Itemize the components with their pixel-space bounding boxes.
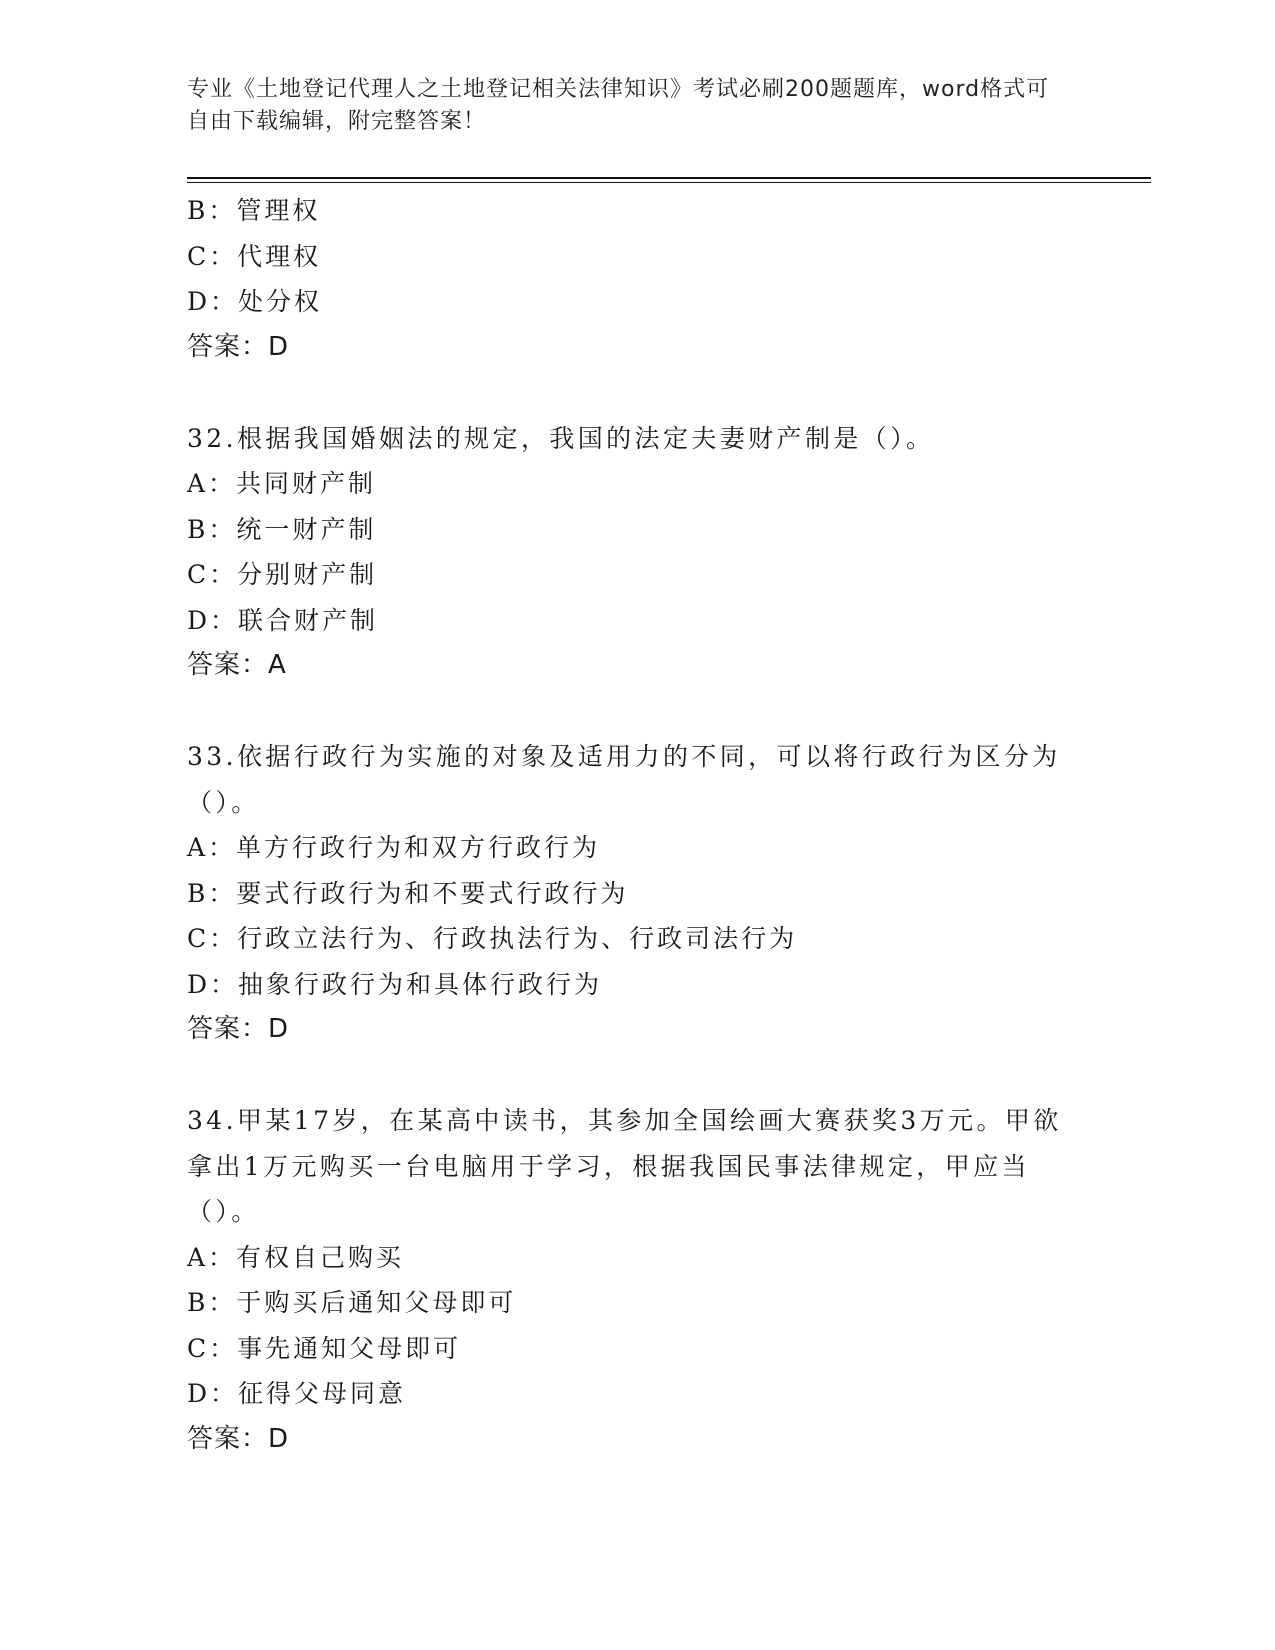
q31-answer: 答案：D [187, 331, 290, 362]
q31-option-c: C：代理权 [187, 241, 322, 271]
q33-answer: 答案：D [187, 1014, 290, 1044]
q34-question: 34.甲某17岁，在某高中读书，其参加全国绘画大赛获奖3万元。甲欲拿出1万元购买一台电脑用于学习，根据我国民事法律规定，甲应当（）。 [187, 1106, 1062, 1226]
q33-option-c: C：行政立法行为、行政执法行为、行政司法行为 [187, 924, 798, 953]
q33-option-d: D：抽象行政行为和具体行政行为 [187, 969, 603, 999]
spacer [187, 1053, 1087, 1099]
q34-option-a: A：有权自己购买 [187, 1242, 405, 1272]
question-34-block [187, 1098, 1087, 1462]
q34-option-d: D：征得父母同意 [187, 1379, 407, 1408]
q34-option-b: B：于购买后通知父母即可 [187, 1288, 517, 1317]
spacer [187, 370, 1087, 416]
question-33-block [187, 734, 1087, 1053]
q34-answer: 答案：D [187, 1423, 290, 1454]
document-header: 专业《土地登记代理人之土地登记相关法律知识》考试必刷200题题库，word格式可自由下载编辑，附完整答案！ [187, 77, 1050, 134]
q32-question: 32.根据我国婚姻法的规定，我国的法定夫妻财产制是（）。 [187, 423, 935, 453]
q33-question: 33.依据行政行为实施的对象及适用力的不同，可以将行政行为区分为（）。 [187, 742, 1061, 817]
q31-option-b: B：管理权 [187, 196, 321, 225]
q32-option-c: C：分别财产制 [187, 560, 378, 589]
question-list [187, 188, 1087, 1462]
spacer [187, 689, 1087, 735]
q33-option-a: A：单方行政行为和双方行政行为 [187, 833, 601, 862]
q33-option-b: B：要式行政行为和不要式行政行为 [187, 878, 629, 908]
header-divider [187, 177, 1151, 179]
header-divider-thin [187, 182, 1151, 183]
question-31-block [187, 188, 1087, 370]
q34-option-c: C：事先通知父母即可 [187, 1333, 462, 1363]
question-32-block [187, 416, 1087, 689]
q32-option-b: B：统一财产制 [187, 514, 377, 544]
q32-answer: 答案：A [187, 650, 287, 680]
q32-option-d: D：联合财产制 [187, 605, 379, 635]
q32-option-a: A：共同财产制 [187, 469, 377, 498]
q31-option-d: D：处分权 [187, 287, 323, 316]
